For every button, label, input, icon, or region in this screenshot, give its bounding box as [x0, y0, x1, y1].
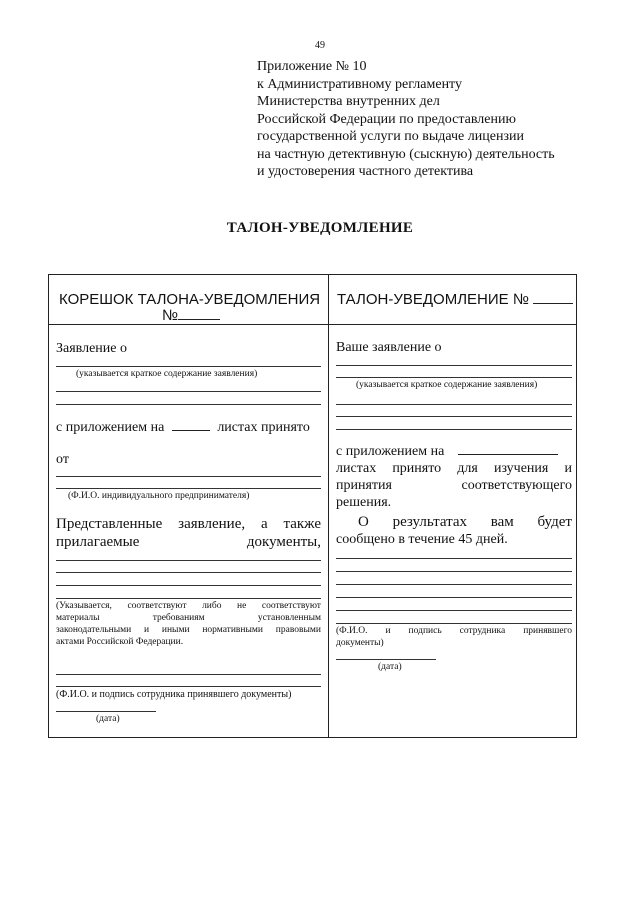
appendix-word: Административному — [267, 76, 392, 92]
appendix-line — [257, 111, 563, 129]
stub-verdict-line[interactable] — [56, 585, 321, 586]
word: (Указывается, — [56, 601, 112, 611]
notice-sign-line[interactable] — [336, 558, 572, 559]
attach-label: с приложением на — [56, 420, 165, 435]
word: и — [564, 461, 572, 476]
stub-sheets-field[interactable] — [172, 430, 210, 431]
word: вам — [490, 514, 514, 530]
notice-sign-line[interactable] — [336, 610, 572, 611]
notice-date-line[interactable] — [336, 659, 436, 660]
word: принято — [392, 461, 442, 476]
notice-sign-hint: документы) — [336, 638, 384, 648]
notice-sign-line[interactable] — [336, 623, 572, 624]
appendix-word: лицензии — [467, 129, 524, 144]
word: законодательными — [56, 625, 132, 635]
header-divider-right — [328, 324, 577, 325]
page-number: 49 — [315, 40, 325, 51]
stub-note-line — [56, 613, 321, 623]
stub-from-label: от — [56, 452, 69, 467]
word: требованиям — [152, 613, 205, 623]
stub-verdict-line[interactable] — [56, 560, 321, 561]
stub-content-line[interactable] — [56, 391, 321, 392]
appendix-word: государственной — [257, 129, 357, 144]
word: будет — [537, 514, 572, 530]
notice-accept-line — [336, 478, 572, 494]
column-divider — [328, 274, 329, 738]
appendix-word: по — [399, 111, 414, 127]
notice-sign-line[interactable] — [336, 584, 572, 585]
word: листах — [336, 461, 377, 476]
appendix-line: и удостоверения частного детектива — [257, 164, 474, 179]
stub-verdict-line[interactable] — [56, 598, 321, 599]
word: не — [237, 601, 247, 611]
stub-verdict-line[interactable] — [56, 572, 321, 573]
stub-date-line[interactable] — [56, 711, 156, 712]
word: материалы — [56, 613, 100, 623]
notice-number-field[interactable] — [533, 303, 573, 304]
appendix-word: внутренних — [345, 94, 417, 109]
word: иными — [161, 625, 190, 635]
stub-fio-hint: (Ф.И.О. индивидуального предпринимателя) — [68, 491, 250, 501]
notice-content-line[interactable] — [336, 404, 572, 405]
word: принятия — [336, 478, 392, 493]
attach-label-end: листах принято — [217, 420, 310, 435]
word: соответствующего — [461, 478, 572, 493]
word: принявшего — [523, 626, 572, 636]
header-divider-left — [48, 324, 328, 325]
appendix-word: дел — [419, 94, 440, 109]
stub-note-line — [56, 601, 321, 611]
stub-header: КОРЕШОК ТАЛОНА-УВЕДОМЛЕНИЯ — [59, 291, 321, 308]
word: О — [358, 514, 369, 530]
appendix-line: Приложение № 10 — [257, 59, 367, 74]
word: а — [260, 516, 268, 532]
stub-date-hint: (дата) — [96, 714, 120, 724]
notice-content-hint: (указывается краткое содержание заявления) — [356, 380, 538, 390]
appendix-word: Федерации — [329, 111, 396, 127]
word: и — [144, 625, 150, 635]
notice-content-line[interactable] — [336, 416, 572, 417]
stub-signature-line[interactable] — [56, 686, 321, 687]
word: соответствуют — [261, 601, 321, 611]
notice-attachment-text — [336, 444, 558, 460]
stub-number-label — [162, 307, 220, 324]
stub-presented-line — [56, 516, 321, 533]
stub-signature-hint: (Ф.И.О. и подпись сотрудника принявшего документы) — [56, 689, 292, 700]
notice-header — [337, 291, 573, 308]
word: Представленные — [56, 516, 163, 532]
notice-sign-hint — [336, 626, 572, 636]
appendix-line — [257, 128, 563, 146]
word: изучения — [493, 461, 549, 476]
appendix-word: Министерства — [257, 94, 343, 109]
word: документы, — [246, 534, 321, 550]
notice-deadline-line: сообщено в течение 45 дней. — [336, 532, 508, 547]
stub-content-line[interactable] — [56, 404, 321, 405]
notice-sign-line[interactable] — [336, 597, 572, 598]
word: подпись — [408, 626, 442, 636]
stub-content-line[interactable] — [56, 366, 321, 367]
word: результатах — [392, 514, 468, 530]
notice-date-hint: (дата) — [378, 662, 402, 672]
notice-content-line[interactable] — [336, 365, 572, 366]
notice-statement-label: Ваше заявление о — [336, 340, 442, 355]
word: прилагаемые — [56, 534, 140, 550]
appendix-line: на частную детективную (сыскную) деятельность — [257, 146, 555, 162]
word: заявление, — [178, 516, 246, 532]
appendix-word: Российской — [257, 111, 326, 127]
appendix-word: регламенту — [395, 76, 462, 92]
notice-sheets-field[interactable] — [458, 454, 558, 455]
word: сотрудника — [459, 626, 506, 636]
appendix-word: предоставлению — [417, 111, 516, 127]
word: установленным — [257, 613, 321, 623]
notice-header-label: ТАЛОН-УВЕДОМЛЕНИЕ № — [337, 291, 529, 308]
word: правовыми — [275, 625, 321, 635]
appendix-block — [257, 58, 563, 181]
appendix-word: услуги по выдаче — [360, 129, 465, 144]
attach-label: с приложением на — [336, 444, 445, 459]
appendix-word: к — [257, 76, 264, 92]
stub-attachment-text — [56, 420, 310, 436]
stub-statement-label: Заявление о — [56, 341, 127, 356]
stub-signature-line[interactable] — [56, 674, 321, 675]
word: (Ф.И.О. — [336, 626, 368, 636]
word: также — [283, 516, 321, 532]
word: нормативными — [202, 625, 263, 635]
notice-content-line[interactable] — [336, 429, 572, 430]
form-table — [48, 274, 577, 738]
stub-content-hint: (указывается краткое содержание заявления) — [76, 369, 258, 379]
notice-sheets-line — [336, 461, 572, 477]
stub-number-field[interactable] — [178, 319, 220, 320]
notice-decision-line: решения. — [336, 495, 392, 510]
stub-note-line — [56, 625, 321, 635]
stub-note-line: актами Российской Федерации. — [56, 637, 184, 647]
stub-from-line[interactable] — [56, 488, 321, 489]
word: для — [457, 461, 478, 476]
word: либо — [202, 601, 222, 611]
stub-from-line[interactable] — [56, 476, 321, 477]
word: и — [385, 626, 391, 636]
word: соответствуют — [127, 601, 187, 611]
stub-attached-line — [56, 534, 321, 551]
notice-results-line — [358, 514, 572, 531]
appendix-line — [257, 93, 563, 111]
notice-sign-line[interactable] — [336, 571, 572, 572]
document-title: ТАЛОН-УВЕДОМЛЕНИЕ — [226, 220, 414, 236]
notice-content-line[interactable] — [336, 377, 572, 378]
appendix-line — [257, 76, 563, 94]
number-sign: № — [162, 307, 179, 324]
